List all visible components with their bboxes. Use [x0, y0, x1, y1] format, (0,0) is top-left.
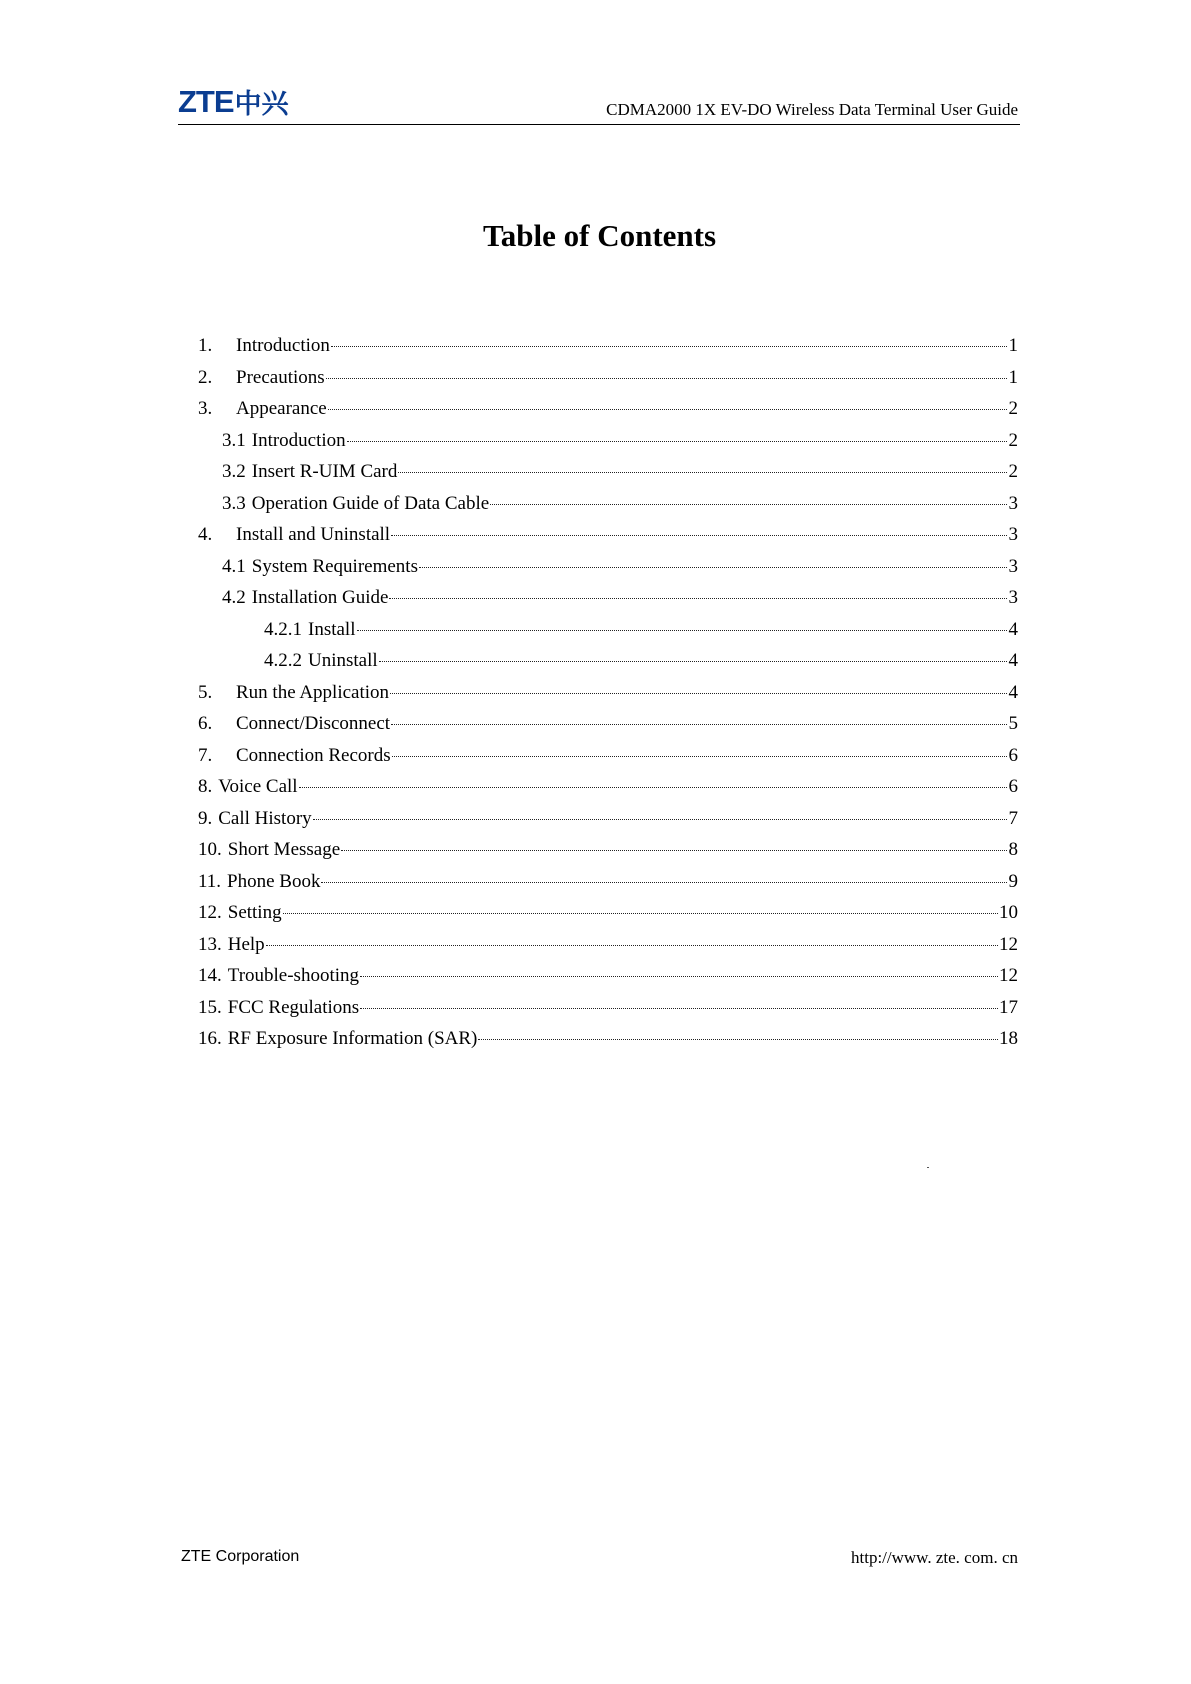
toc-entry-number: 2.: [198, 366, 213, 388]
toc-entry-page: 3: [1008, 492, 1018, 514]
toc-entry-page: 4: [1008, 681, 1018, 703]
toc-entry-page: 12: [999, 965, 1018, 986]
toc-dot-leader: [299, 787, 1007, 788]
toc-entry[interactable]: [198, 619, 1018, 651]
toc-entry-page: 1: [1008, 366, 1018, 388]
toc-entry-number: 6.: [198, 713, 213, 734]
toc-entry-number: 5.: [198, 681, 213, 703]
toc-entry-number: 16.: [198, 1028, 222, 1049]
toc-entry-label: Appearance: [236, 398, 327, 419]
toc-heading-text: Table of Contents: [482, 218, 717, 253]
toc-entry[interactable]: [198, 745, 1018, 777]
toc-entry[interactable]: [198, 493, 1018, 525]
toc-entry-page: 8: [1008, 839, 1018, 860]
toc-entry[interactable]: [198, 682, 1018, 714]
toc-heading: [0, 218, 1191, 254]
document-title: CDMA2000 1X EV-DO Wireless Data Terminal User Guide: [606, 100, 1018, 119]
toc-entry-label: Uninstall: [308, 650, 378, 671]
toc-entry-label: Connection Records: [236, 744, 391, 766]
toc-entry-number: 3.2: [222, 461, 246, 482]
toc-dot-leader: [391, 724, 1007, 725]
toc-dot-leader: [357, 630, 1008, 631]
toc-entry[interactable]: [198, 934, 1018, 966]
toc-dot-leader: [379, 661, 1007, 662]
toc-entry-page: 5: [1008, 713, 1018, 734]
toc-entry-page: 2: [1008, 398, 1018, 419]
toc-entry-number: 4.1: [222, 555, 246, 577]
toc-dot-leader: [341, 850, 1007, 851]
toc-entry[interactable]: [198, 430, 1018, 462]
toc-entry-label: Trouble-shooting: [227, 965, 360, 986]
toc-entry-label: Run the Application: [236, 681, 390, 703]
footer-company: ZTE Corporation: [181, 1548, 300, 1565]
toc-entry-number: 8.: [198, 776, 213, 797]
toc-entry[interactable]: [198, 808, 1018, 840]
toc-dot-leader: [390, 693, 1007, 694]
zte-logo: [178, 82, 289, 121]
stray-mark: [927, 1167, 929, 1168]
toc-entry-number: 1.: [198, 335, 213, 356]
toc-entry-label: Insert R-UIM Card: [251, 461, 398, 482]
toc-entry-number: 4.2: [222, 587, 246, 608]
toc-entry-page: 12: [999, 933, 1018, 955]
toc-entry[interactable]: [198, 650, 1018, 682]
toc-dot-leader: [266, 945, 998, 946]
toc-entry[interactable]: [198, 587, 1018, 619]
toc-entry[interactable]: [198, 556, 1018, 588]
toc-entry-number: 3.3: [222, 492, 246, 514]
toc-entry[interactable]: [198, 997, 1018, 1029]
toc-entry-page: 7: [1008, 807, 1018, 829]
toc-entry-label: Connect/Disconnect: [236, 713, 391, 734]
toc-entry-page: 4: [1008, 650, 1018, 671]
toc-entry[interactable]: [198, 1028, 1018, 1060]
toc-entry[interactable]: [198, 367, 1018, 399]
toc-entry-label: Install: [308, 618, 356, 640]
table-of-contents: [198, 335, 1018, 1060]
page-header: [178, 80, 1020, 125]
toc-entry-page: 3: [1008, 524, 1018, 545]
toc-dot-leader: [392, 756, 1007, 757]
toc-entry-label: Install and Uninstall: [236, 524, 391, 545]
toc-entry-page: 6: [1008, 744, 1018, 766]
footer-url[interactable]: http://www. zte. com. cn: [851, 1548, 1018, 1567]
toc-dot-leader: [478, 1039, 998, 1040]
toc-entry-label: Precautions: [236, 366, 325, 388]
toc-entry-page: 3: [1008, 555, 1018, 577]
toc-entry-number: 4.2.2: [264, 650, 302, 671]
toc-entry-label: Call History: [218, 807, 312, 829]
toc-entry[interactable]: [198, 524, 1018, 556]
toc-dot-leader: [313, 819, 1007, 820]
toc-entry-number: 3.1: [222, 429, 246, 451]
toc-entry[interactable]: [198, 335, 1018, 367]
toc-entry-label: Introduction: [251, 429, 346, 451]
logo-latin: ZTE: [178, 83, 234, 119]
toc-dot-leader: [321, 882, 1007, 883]
toc-entry-label: Operation Guide of Data Cable: [251, 492, 490, 514]
toc-entry-label: System Requirements: [251, 555, 418, 577]
toc-entry-page: 2: [1008, 461, 1018, 482]
toc-dot-leader: [360, 1008, 998, 1009]
toc-entry-number: 13.: [198, 933, 222, 955]
toc-entry-page: 17: [999, 996, 1018, 1018]
toc-entry-number: 12.: [198, 902, 222, 923]
toc-entry[interactable]: [198, 965, 1018, 997]
toc-dot-leader: [419, 567, 1007, 568]
toc-entry-label: RF Exposure Information (SAR): [227, 1028, 478, 1049]
toc-entry-page: 10: [999, 902, 1018, 923]
toc-entry-label: Introduction: [236, 335, 330, 356]
toc-entry-page: 6: [1008, 776, 1018, 797]
toc-entry[interactable]: [198, 713, 1018, 745]
toc-dot-leader: [326, 378, 1007, 379]
toc-entry[interactable]: [198, 398, 1018, 430]
toc-entry-number: 10.: [198, 839, 222, 860]
toc-entry-page: 9: [1008, 870, 1018, 892]
toc-dot-leader: [360, 976, 998, 977]
toc-entry-page: 18: [999, 1028, 1018, 1049]
toc-dot-leader: [490, 504, 1007, 505]
toc-entry-label: FCC Regulations: [227, 996, 360, 1018]
toc-dot-leader: [389, 598, 1007, 599]
toc-dot-leader: [391, 535, 1007, 536]
toc-entry-label: Voice Call: [218, 776, 298, 797]
toc-entry-page: 2: [1008, 429, 1018, 451]
toc-entry[interactable]: [198, 902, 1018, 934]
toc-dot-leader: [347, 441, 1007, 442]
toc-entry-number: 3.: [198, 398, 213, 419]
toc-entry-page: 3: [1008, 587, 1018, 608]
toc-entry-number: 4.2.1: [264, 618, 302, 640]
toc-entry-page: 1: [1008, 335, 1018, 356]
toc-entry-number: 15.: [198, 996, 222, 1018]
toc-dot-leader: [283, 913, 998, 914]
logo-chinese: 中兴: [234, 89, 289, 119]
toc-entry-number: 7.: [198, 744, 213, 766]
toc-entry-page: 4: [1008, 618, 1018, 640]
toc-entry-number: 11.: [198, 870, 222, 892]
toc-entry-number: 4.: [198, 524, 213, 545]
toc-dot-leader: [328, 409, 1007, 410]
toc-entry-label: Help: [227, 933, 265, 955]
toc-entry-label: Phone Book: [227, 870, 321, 892]
toc-entry-label: Installation Guide: [251, 587, 389, 608]
toc-dot-leader: [398, 472, 1007, 473]
toc-entry-number: 9.: [198, 807, 213, 829]
toc-entry[interactable]: [198, 776, 1018, 808]
toc-dot-leader: [331, 346, 1007, 347]
toc-entry[interactable]: [198, 461, 1018, 493]
toc-entry-label: Setting: [227, 902, 282, 923]
toc-entry-number: 14.: [198, 965, 222, 986]
toc-entry[interactable]: [198, 839, 1018, 871]
toc-entry[interactable]: [198, 871, 1018, 903]
toc-entry-label: Short Message: [227, 839, 341, 860]
